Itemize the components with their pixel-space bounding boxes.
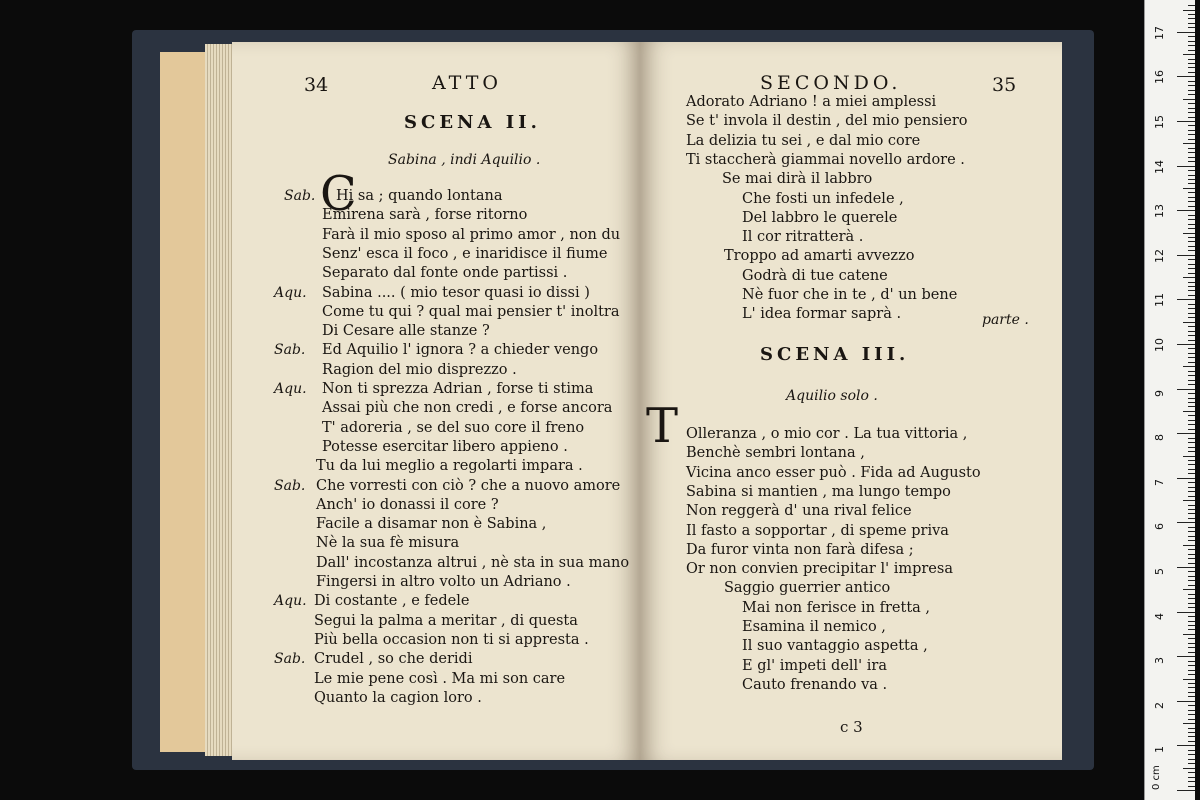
ruler-label: 11	[1153, 293, 1166, 308]
ruler-tick	[1188, 250, 1195, 251]
ruler-tick	[1183, 188, 1195, 189]
verse-line: Non ti sprezza Adrian , forse ti stima	[322, 381, 594, 397]
ruler-tick	[1188, 85, 1195, 86]
running-header: SECONDO.	[760, 72, 902, 94]
ruler-label: 1	[1153, 746, 1166, 754]
ruler-label: 13	[1153, 204, 1166, 219]
verse-line: Mai non ferisce in fretta ,	[742, 599, 931, 616]
ruler-tick	[1188, 670, 1195, 671]
ruler-tick	[1188, 536, 1195, 537]
ruler-tick	[1188, 362, 1195, 363]
ruler-tick	[1188, 687, 1195, 688]
ruler-tick	[1188, 772, 1195, 773]
ruler-tick	[1177, 210, 1195, 211]
verse-line: Esamina il nemico ,	[742, 619, 886, 635]
ruler-tick	[1188, 108, 1195, 109]
ruler-tick	[1188, 393, 1195, 394]
ruler-tick	[1188, 728, 1195, 729]
ruler-tick	[1188, 652, 1195, 653]
ruler-tick	[1183, 322, 1195, 323]
ruler-tick	[1177, 790, 1195, 791]
ruler-tick	[1188, 139, 1195, 140]
ruler-tick	[1188, 638, 1195, 639]
ruler-tick	[1188, 736, 1195, 737]
ruler-tick	[1188, 482, 1195, 483]
ruler-label: 16	[1153, 70, 1166, 85]
verse-line: Emirena sarà , forse ritorno	[322, 207, 528, 224]
ruler-tick	[1188, 531, 1195, 532]
ruler-tick	[1188, 183, 1195, 184]
ruler-tick	[1183, 589, 1195, 590]
verse-line: E gl' impeti dell' ira	[742, 657, 887, 674]
verse-line: Non reggerà d' una rival felice	[686, 503, 912, 520]
verse-line: Assai più che non credi , e forse ancora	[322, 400, 613, 417]
ruler-tick	[1183, 500, 1195, 501]
right-page	[640, 42, 1062, 760]
ruler-tick	[1188, 429, 1195, 430]
ruler-tick	[1188, 228, 1195, 229]
ruler-tick	[1188, 241, 1195, 242]
ruler-tick	[1188, 505, 1195, 506]
verse-line: Ragion del mio disprezzo .	[322, 361, 517, 378]
ruler-tick	[1188, 295, 1195, 296]
ruler-tick	[1188, 473, 1195, 474]
ruler-tick	[1188, 59, 1195, 60]
ruler-tick	[1188, 741, 1195, 742]
ruler-tick	[1188, 509, 1195, 510]
ruler-tick	[1188, 192, 1195, 193]
ruler-label: 14	[1153, 159, 1166, 174]
verse-line: Nè fuor che in te , d' un bene	[742, 287, 958, 303]
ruler-tick	[1188, 554, 1195, 555]
ruler-tick	[1188, 527, 1195, 528]
ruler-tick	[1177, 32, 1195, 33]
ruler-tick	[1188, 331, 1195, 332]
verse-line: Di costante , e fedele	[314, 593, 470, 610]
left-page	[232, 42, 640, 760]
ruler-tick	[1177, 612, 1195, 613]
speaker-label: Aqu.	[274, 593, 307, 610]
ruler-tick	[1183, 143, 1195, 144]
ruler-tick	[1183, 54, 1195, 55]
ruler-tick	[1188, 594, 1195, 595]
ruler-tick	[1188, 558, 1195, 559]
speaker-label: Sab.	[284, 188, 316, 204]
verse-line: Sabina .... ( mio tesor quasi io dissi )	[322, 284, 590, 301]
verse-line: Il cor ritratterà .	[742, 229, 864, 246]
verse-line: Potesse esercitar libero appieno .	[322, 438, 568, 455]
ruler-tick	[1183, 679, 1195, 680]
ruler-tick	[1183, 545, 1195, 546]
exit-note: parte .	[982, 312, 1029, 328]
ruler-tick	[1183, 277, 1195, 278]
ruler-tick	[1188, 576, 1195, 577]
verse-line: Come tu qui ? qual mai pensier t' inoltra	[322, 303, 620, 320]
ruler-tick	[1188, 647, 1195, 648]
verse-line: Nè la sua fè misura	[316, 535, 460, 552]
speaker-label: Sab.	[274, 477, 306, 494]
ruler-tick	[1188, 683, 1195, 684]
ruler-tick	[1188, 442, 1195, 443]
ruler-tick	[1188, 406, 1195, 407]
ruler-tick	[1183, 233, 1195, 234]
ruler-tick	[1188, 94, 1195, 95]
verse-line: Dall' incostanza altrui , nè sta in sua mano	[316, 554, 630, 571]
ruler-tick	[1183, 634, 1195, 635]
verse-line: Che vorresti con ciò ? che a nuovo amore	[316, 477, 621, 494]
ruler-tick	[1177, 255, 1195, 256]
ruler-tick	[1188, 215, 1195, 216]
speaker-label: Aqu.	[274, 381, 307, 397]
ruler-tick	[1188, 50, 1195, 51]
verse-line: Vicina anco esser può . Fida ad Augusto	[686, 464, 981, 481]
verse-line: La delizia tu sei , e dal mio core	[686, 132, 921, 149]
ruler-tick	[1188, 264, 1195, 265]
ruler-tick	[1177, 389, 1195, 390]
verse-line: Tu da lui meglio a regolarti impara .	[316, 458, 583, 475]
ruler-tick	[1188, 460, 1195, 461]
verse-line: Farà il mio sposo al primo amor , non du	[322, 226, 621, 243]
ruler-tick	[1188, 175, 1195, 176]
ruler-tick	[1188, 308, 1195, 309]
ruler-tick	[1188, 496, 1195, 497]
ruler-tick	[1188, 219, 1195, 220]
ruler-label: 9	[1153, 389, 1166, 397]
ruler-label: 7	[1153, 478, 1166, 486]
ruler-tick	[1188, 518, 1195, 519]
ruler-tick	[1188, 710, 1195, 711]
ruler-tick	[1188, 629, 1195, 630]
verse-line: Facile a disamar non è Sabina ,	[316, 516, 547, 533]
verse-line: Che fosti un infedele ,	[742, 190, 904, 207]
ruler-tick	[1188, 384, 1195, 385]
ruler-tick	[1188, 714, 1195, 715]
ruler-tick	[1188, 348, 1195, 349]
ruler-tick	[1183, 411, 1195, 412]
verse-line: Godrà di tue catene	[742, 267, 888, 284]
running-header: ATTO	[432, 72, 502, 94]
ruler-tick	[1188, 759, 1195, 760]
ruler-tick	[1188, 23, 1195, 24]
ruler-tick	[1188, 674, 1195, 675]
ruler-tick	[1188, 237, 1195, 238]
ruler-tick	[1188, 157, 1195, 158]
ruler-tick	[1188, 563, 1195, 564]
ruler-tick	[1188, 81, 1195, 82]
ruler-tick	[1188, 18, 1195, 19]
ruler-tick	[1188, 398, 1195, 399]
ruler-label: 8	[1153, 434, 1166, 442]
verse-line: Hi sa ; quando lontana	[336, 188, 503, 204]
ruler-tick	[1188, 665, 1195, 666]
ruler-tick	[1177, 567, 1195, 568]
ruler-tick	[1188, 246, 1195, 247]
verse-line: Del labbro le querele	[742, 209, 898, 226]
ruler-tick	[1188, 161, 1195, 162]
verse-line: Troppo ad amarti avvezzo	[724, 248, 915, 265]
ruler-tick	[1188, 424, 1195, 425]
stage-direction: Aquilio solo .	[786, 388, 878, 404]
ruler-tick	[1188, 268, 1195, 269]
verse-line: Da furor vinta non farà difesa ;	[686, 541, 914, 558]
ruler-tick	[1188, 125, 1195, 126]
ruler-tick	[1188, 616, 1195, 617]
ruler-tick	[1183, 768, 1195, 769]
ruler-tick	[1188, 313, 1195, 314]
ruler-tick	[1177, 433, 1195, 434]
ruler-tick	[1188, 402, 1195, 403]
ruler-tick	[1188, 179, 1195, 180]
ruler-tick	[1188, 117, 1195, 118]
ruler-tick	[1188, 705, 1195, 706]
ruler-tick	[1188, 27, 1195, 28]
ruler-tick	[1188, 732, 1195, 733]
ruler-tick	[1188, 170, 1195, 171]
speaker-label: Sab.	[274, 651, 306, 668]
verse-line: Fingersi in altro volto un Adriano .	[316, 574, 571, 590]
ruler-tick	[1177, 701, 1195, 702]
ruler-tick	[1188, 357, 1195, 358]
ruler-tick	[1188, 777, 1195, 778]
ruler-tick	[1188, 90, 1195, 91]
ruler-tick	[1177, 656, 1195, 657]
ruler-tick	[1188, 36, 1195, 37]
ruler-tick	[1177, 299, 1195, 300]
verse-line: Saggio guerrier antico	[724, 580, 891, 597]
ruler-tick	[1183, 10, 1195, 11]
ruler-tick	[1188, 259, 1195, 260]
ruler-tick	[1188, 371, 1195, 372]
verse-line: Olleranza , o mio cor . La tua vittoria ,	[686, 426, 968, 442]
verse-line: Or non convien precipitar l' impresa	[686, 561, 953, 578]
ruler-tick	[1188, 317, 1195, 318]
verse-line: Il fasto a sopportar , di speme priva	[686, 522, 949, 539]
verse-line: Quanto la cagion loro .	[314, 689, 482, 706]
ruler-tick	[1188, 754, 1195, 755]
ruler-tick	[1188, 148, 1195, 149]
verse-line: Separato dal fonte onde partissi .	[322, 265, 568, 282]
ruler-tick	[1177, 166, 1195, 167]
ruler-tick	[1188, 340, 1195, 341]
verse-line: Se t' invola il destin , del mio pensiero	[686, 113, 968, 130]
ruler-tick	[1188, 621, 1195, 622]
ruler-tick	[1188, 571, 1195, 572]
ruler-tick	[1188, 103, 1195, 104]
ruler-tick	[1188, 696, 1195, 697]
ruler-tick	[1188, 451, 1195, 452]
ruler-label: 10	[1153, 338, 1166, 352]
ruler-tick	[1188, 335, 1195, 336]
ruler-tick	[1183, 456, 1195, 457]
ruler-tick	[1188, 415, 1195, 416]
verse-line: Crudel , so che deridi	[314, 651, 473, 668]
ruler-tick	[1188, 625, 1195, 626]
drop-cap: T	[646, 398, 679, 454]
ruler-tick	[1183, 723, 1195, 724]
ruler-tick	[1188, 63, 1195, 64]
verse-line: Segui la palma a meritar , di questa	[314, 612, 578, 629]
ruler-tick	[1188, 438, 1195, 439]
verse-line: Anch' io donassi il core ?	[316, 496, 499, 513]
ruler-tick	[1188, 45, 1195, 46]
ruler-tick	[1188, 661, 1195, 662]
ruler-tick	[1188, 447, 1195, 448]
ruler-tick	[1188, 513, 1195, 514]
ruler-tick	[1188, 781, 1195, 782]
ruler-tick	[1188, 750, 1195, 751]
ruler-label: 5	[1153, 568, 1166, 575]
scene-title: SCENA II.	[404, 112, 541, 133]
ruler-tick	[1188, 491, 1195, 492]
ruler-label: 15	[1153, 115, 1166, 129]
verse-line: Senz' esca il foco , e inaridisce il fiume	[322, 245, 608, 262]
ruler-tick	[1177, 121, 1195, 122]
speaker-label: Aqu.	[274, 284, 307, 301]
ruler-tick	[1188, 598, 1195, 599]
ruler-tick	[1188, 420, 1195, 421]
verse-line: Ed Aquilio l' ignora ? a chieder vengo	[322, 342, 599, 359]
ruler-tick	[1188, 607, 1195, 608]
ruler-tick	[1188, 585, 1195, 586]
verse-line: Ti staccherà giammai novello ardore .	[686, 151, 965, 168]
verse-line: Di Cesare alle stanze ?	[322, 323, 490, 340]
speaker-label: Sab.	[274, 342, 306, 359]
ruler-tick	[1188, 540, 1195, 541]
verse-line: Le mie pene così . Ma mi son care	[314, 670, 566, 687]
drop-cap: C	[320, 166, 357, 222]
ruler-tick	[1177, 478, 1195, 479]
ruler-label: 4	[1153, 612, 1166, 620]
ruler-tick	[1188, 224, 1195, 225]
ruler-tick	[1188, 273, 1195, 274]
ruler-tick	[1188, 549, 1195, 550]
ruler-tick	[1188, 603, 1195, 604]
page-number: 35	[992, 74, 1017, 96]
ruler-label: 2	[1153, 701, 1166, 709]
ruler-unit: 0 cm	[1151, 765, 1162, 790]
ruler-label: 3	[1153, 657, 1166, 665]
verse-line: T' adoreria , se del suo core il freno	[322, 419, 585, 436]
ruler-tick	[1188, 375, 1195, 376]
ruler-tick	[1188, 469, 1195, 470]
ruler-tick	[1188, 290, 1195, 291]
ruler-tick	[1188, 201, 1195, 202]
ruler-tick	[1177, 76, 1195, 77]
ruler-tick	[1188, 643, 1195, 644]
ruler-tick	[1188, 130, 1195, 131]
stage-direction: Sabina , indi Aquilio .	[388, 152, 541, 168]
ruler-tick	[1188, 763, 1195, 764]
ruler-tick	[1188, 487, 1195, 488]
ruler-tick	[1188, 326, 1195, 327]
scene-title: SCENA III.	[760, 344, 910, 365]
ruler-tick	[1188, 197, 1195, 198]
verse-line: Cauto frenando va .	[742, 676, 888, 693]
ruler-label: 12	[1153, 248, 1166, 263]
ruler-tick	[1177, 745, 1195, 746]
ruler-tick	[1188, 304, 1195, 305]
measurement-ruler	[1144, 0, 1195, 800]
ruler-tick	[1177, 344, 1195, 345]
ruler-tick	[1188, 152, 1195, 153]
ruler-tick	[1188, 206, 1195, 207]
ruler-tick	[1183, 366, 1195, 367]
verse-line: Più bella occasion non ti si appresta .	[314, 631, 589, 648]
ruler-tick	[1188, 72, 1195, 73]
ruler-label: 17	[1153, 25, 1166, 40]
page-number: 34	[304, 74, 329, 96]
verse-line: Benchè sembri lontana ,	[686, 445, 865, 462]
verse-line: Il suo vantaggio aspetta ,	[742, 638, 928, 655]
ruler-tick	[1188, 14, 1195, 15]
ruler-tick	[1188, 786, 1195, 787]
ruler-tick	[1177, 522, 1195, 523]
ruler-tick	[1183, 99, 1195, 100]
ruler-tick	[1188, 464, 1195, 465]
ruler-tick	[1188, 580, 1195, 581]
verse-line: L' idea formar saprà .	[742, 306, 902, 323]
verse-line: Se mai dirà il labbro	[722, 171, 873, 188]
ruler-tick	[1188, 353, 1195, 354]
ruler-tick	[1188, 286, 1195, 287]
ruler-tick	[1188, 380, 1195, 381]
ruler-tick	[1188, 5, 1195, 6]
verse-line: Adorato Adriano ! a miei amplessi	[686, 94, 937, 110]
ruler-tick	[1188, 134, 1195, 135]
ruler-tick	[1188, 41, 1195, 42]
ruler-tick	[1188, 692, 1195, 693]
signature-mark: c 3	[840, 718, 863, 736]
verse-line: Sabina si mantien , ma lungo tempo	[686, 483, 951, 500]
ruler-tick	[1188, 719, 1195, 720]
ruler-label: 6	[1153, 523, 1166, 531]
ruler-tick	[1188, 112, 1195, 113]
ruler-tick	[1188, 67, 1195, 68]
ruler-tick	[1188, 282, 1195, 283]
